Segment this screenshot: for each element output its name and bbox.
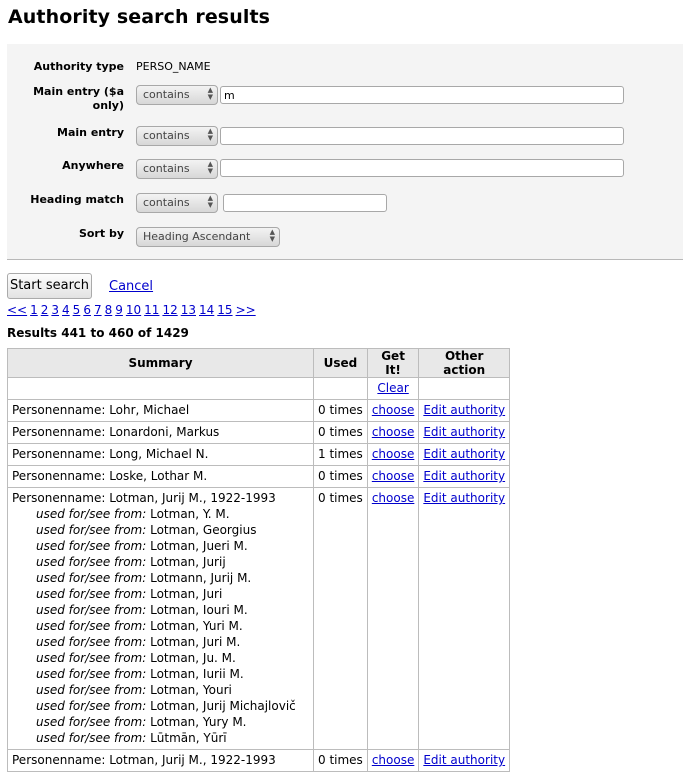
used-for-value: Lotman, Y. M. — [150, 507, 230, 521]
used-for-label: used for/see from: — [36, 507, 147, 521]
used-cell: 0 times — [314, 488, 368, 750]
used-for-entry — [12, 538, 309, 554]
used-for-label: used for/see from: — [36, 555, 147, 569]
get-it-cell — [367, 488, 419, 750]
header-other-action: Other action — [419, 349, 510, 378]
results-summary: Results 441 to 460 of 1429 — [7, 326, 189, 340]
header-used: Used — [314, 349, 368, 378]
pager-page-link[interactable]: 4 — [62, 303, 70, 317]
summary-heading: Personenname: Lotman, Jurij M., 1922-1993 — [12, 491, 276, 505]
sort-by-label: Sort by — [78, 227, 124, 240]
clear-link[interactable]: Clear — [377, 381, 409, 395]
table-row — [8, 444, 510, 466]
edit-authority-link[interactable]: Edit authority — [423, 753, 506, 767]
choose-link[interactable]: choose — [371, 447, 415, 461]
used-cell: 0 times — [314, 422, 368, 444]
heading-match-operator-select[interactable]: contains ▲ ▼ — [136, 193, 218, 213]
stepper-arrows-icon: ▲ ▼ — [207, 160, 213, 175]
page-title: Authority search results — [8, 6, 271, 28]
sort-by-select[interactable]: Heading Ascendant ▲ ▼ — [136, 227, 280, 247]
used-for-value: Lotman, Iurii M. — [150, 667, 244, 681]
get-it-cell — [367, 750, 419, 772]
anywhere-input[interactable] — [220, 159, 624, 177]
used-for-list — [12, 506, 309, 746]
used-for-entry — [12, 602, 309, 618]
authority-type-value: PERSO_NAME — [136, 60, 211, 73]
summary-cell: Personenname: Loske, Lothar M. — [8, 466, 314, 488]
used-for-label: used for/see from: — [36, 523, 147, 537]
used-for-entry — [12, 570, 309, 586]
used-for-value: Lūtmān, Yūrī — [150, 731, 227, 745]
other-action-cell — [419, 378, 510, 400]
used-cell: 0 times — [314, 400, 368, 422]
stepper-arrows-icon: ▲ ▼ — [269, 228, 275, 243]
used-for-value: Lotman, Jurij Michajlovič — [150, 699, 296, 713]
other-action-cell — [419, 444, 510, 466]
used-for-entry — [12, 522, 309, 538]
choose-link[interactable]: choose — [371, 469, 415, 483]
pager-page-link[interactable]: 15 — [217, 303, 233, 317]
main-entry-a-label: Main entry ($a only) — [33, 85, 124, 112]
pager-page-link[interactable]: 9 — [115, 303, 123, 317]
pager-page-link[interactable]: 7 — [93, 303, 102, 317]
used-for-label: used for/see from: — [36, 539, 147, 553]
heading-match-input[interactable] — [223, 194, 387, 212]
used-for-entry — [12, 730, 309, 746]
used-for-value: Lotman, Jurij — [150, 555, 226, 569]
stepper-arrows-icon: ▲ ▼ — [207, 86, 213, 101]
used-for-label: used for/see from: — [36, 603, 147, 617]
main-entry-a-operator-select[interactable]: contains ▲ ▼ — [136, 85, 218, 105]
choose-link[interactable]: choose — [371, 753, 415, 767]
other-action-cell — [419, 422, 510, 444]
choose-link[interactable]: choose — [371, 403, 415, 417]
edit-authority-link[interactable]: Edit authority — [423, 491, 506, 505]
get-it-cell — [367, 378, 419, 400]
get-it-cell — [367, 400, 419, 422]
table-row — [8, 422, 510, 444]
authority-type-label: Authority type — [33, 60, 124, 73]
used-for-value: Lotman, Iouri M. — [150, 603, 248, 617]
header-get-it: Get It! — [367, 349, 419, 378]
used-for-value: Lotman, Georgius — [150, 523, 257, 537]
used-for-label: used for/see from: — [36, 731, 147, 745]
pager-page-link[interactable]: 8 — [104, 303, 113, 317]
cancel-link[interactable]: Cancel — [109, 279, 154, 294]
table-row — [8, 400, 510, 422]
used-cell: 1 times — [314, 444, 368, 466]
edit-authority-link[interactable]: Edit authority — [423, 425, 506, 439]
start-search-button[interactable]: Start search — [7, 273, 92, 299]
used-for-value: Lotman, Juri — [150, 587, 223, 601]
used-cell — [314, 378, 368, 400]
edit-authority-link[interactable]: Edit authority — [423, 447, 506, 461]
summary-cell — [8, 488, 314, 750]
used-for-entry — [12, 554, 309, 570]
stepper-arrows-icon: ▲ ▼ — [207, 194, 213, 209]
used-for-label: used for/see from: — [36, 571, 147, 585]
used-for-label: used for/see from: — [36, 619, 147, 633]
anywhere-label: Anywhere — [62, 159, 124, 172]
pager-page-link[interactable]: 5 — [72, 303, 81, 317]
choose-link[interactable]: choose — [371, 425, 415, 439]
pager-next-link[interactable]: >> — [235, 303, 256, 317]
used-for-label: used for/see from: — [36, 715, 147, 729]
main-entry-a-input[interactable] — [220, 86, 624, 104]
used-cell: 0 times — [314, 750, 368, 772]
heading-match-label: Heading match — [30, 193, 124, 206]
pager-page-link[interactable]: 6 — [83, 303, 91, 317]
get-it-cell — [367, 466, 419, 488]
table-row — [8, 750, 510, 772]
edit-authority-link[interactable]: Edit authority — [423, 469, 506, 483]
pager-page-link[interactable]: 3 — [51, 303, 60, 317]
used-for-entry — [12, 666, 309, 682]
main-entry-input[interactable] — [220, 127, 624, 145]
summary-cell: Personenname: Lohr, Michael — [8, 400, 314, 422]
used-for-label: used for/see from: — [36, 635, 147, 649]
pager-page-link[interactable]: 2 — [40, 303, 49, 317]
summary-cell — [8, 378, 314, 400]
pager-page-link[interactable]: 13 — [180, 303, 196, 317]
pager-page-link[interactable]: 10 — [125, 303, 142, 317]
pagination — [7, 303, 259, 317]
used-for-label: used for/see from: — [36, 651, 147, 665]
get-it-cell — [367, 444, 419, 466]
used-for-entry — [12, 586, 309, 602]
other-action-cell — [419, 750, 510, 772]
used-for-value: Lotmann, Jurij M. — [150, 571, 252, 585]
summary-cell: Personenname: Lotman, Jurij M., 1922-1993 — [8, 750, 314, 772]
used-for-label: used for/see from: — [36, 699, 147, 713]
summary-cell: Personenname: Long, Michael N. — [8, 444, 314, 466]
other-action-cell — [419, 466, 510, 488]
used-for-value: Lotman, Youri — [150, 683, 232, 697]
used-for-label: used for/see from: — [36, 587, 147, 601]
search-form — [7, 44, 683, 260]
used-for-value: Lotman, Yury M. — [150, 715, 247, 729]
used-for-label: used for/see from: — [36, 683, 147, 697]
used-for-entry — [12, 506, 309, 522]
pager-page-link[interactable]: 12 — [162, 303, 178, 317]
summary-cell: Personenname: Lonardoni, Markus — [8, 422, 314, 444]
pager-first-link[interactable]: << — [7, 303, 28, 317]
main-entry-operator-select[interactable]: contains ▲ ▼ — [136, 126, 218, 146]
table-row — [8, 378, 510, 400]
used-for-value: Lotman, Ju. M. — [150, 651, 236, 665]
pager-page-link[interactable]: 11 — [144, 303, 160, 317]
used-for-entry — [12, 682, 309, 698]
main-entry-label: Main entry — [57, 126, 124, 139]
used-for-entry — [12, 714, 309, 730]
used-for-entry — [12, 650, 309, 666]
pager-page-link[interactable]: 14 — [199, 303, 215, 317]
choose-link[interactable]: choose — [371, 491, 415, 505]
used-for-value: Lotman, Yuri M. — [150, 619, 243, 633]
used-for-value: Lotman, Jueri M. — [150, 539, 248, 553]
pager-page-link[interactable]: 1 — [30, 303, 38, 317]
other-action-cell — [419, 488, 510, 750]
used-for-value: Lotman, Juri M. — [150, 635, 241, 649]
used-for-label: used for/see from: — [36, 667, 147, 681]
used-for-entry — [12, 698, 309, 714]
stepper-arrows-icon: ▲ ▼ — [207, 127, 213, 142]
get-it-cell — [367, 422, 419, 444]
other-action-cell — [419, 400, 510, 422]
table-header-row — [8, 349, 510, 378]
table-row — [8, 466, 510, 488]
edit-authority-link[interactable]: Edit authority — [423, 403, 506, 417]
header-summary: Summary — [8, 349, 314, 378]
table-row — [8, 488, 510, 750]
used-for-entry — [12, 634, 309, 650]
used-cell: 0 times — [314, 466, 368, 488]
used-for-entry — [12, 618, 309, 634]
results-table — [7, 348, 510, 772]
anywhere-operator-select[interactable]: contains ▲ ▼ — [136, 159, 218, 179]
